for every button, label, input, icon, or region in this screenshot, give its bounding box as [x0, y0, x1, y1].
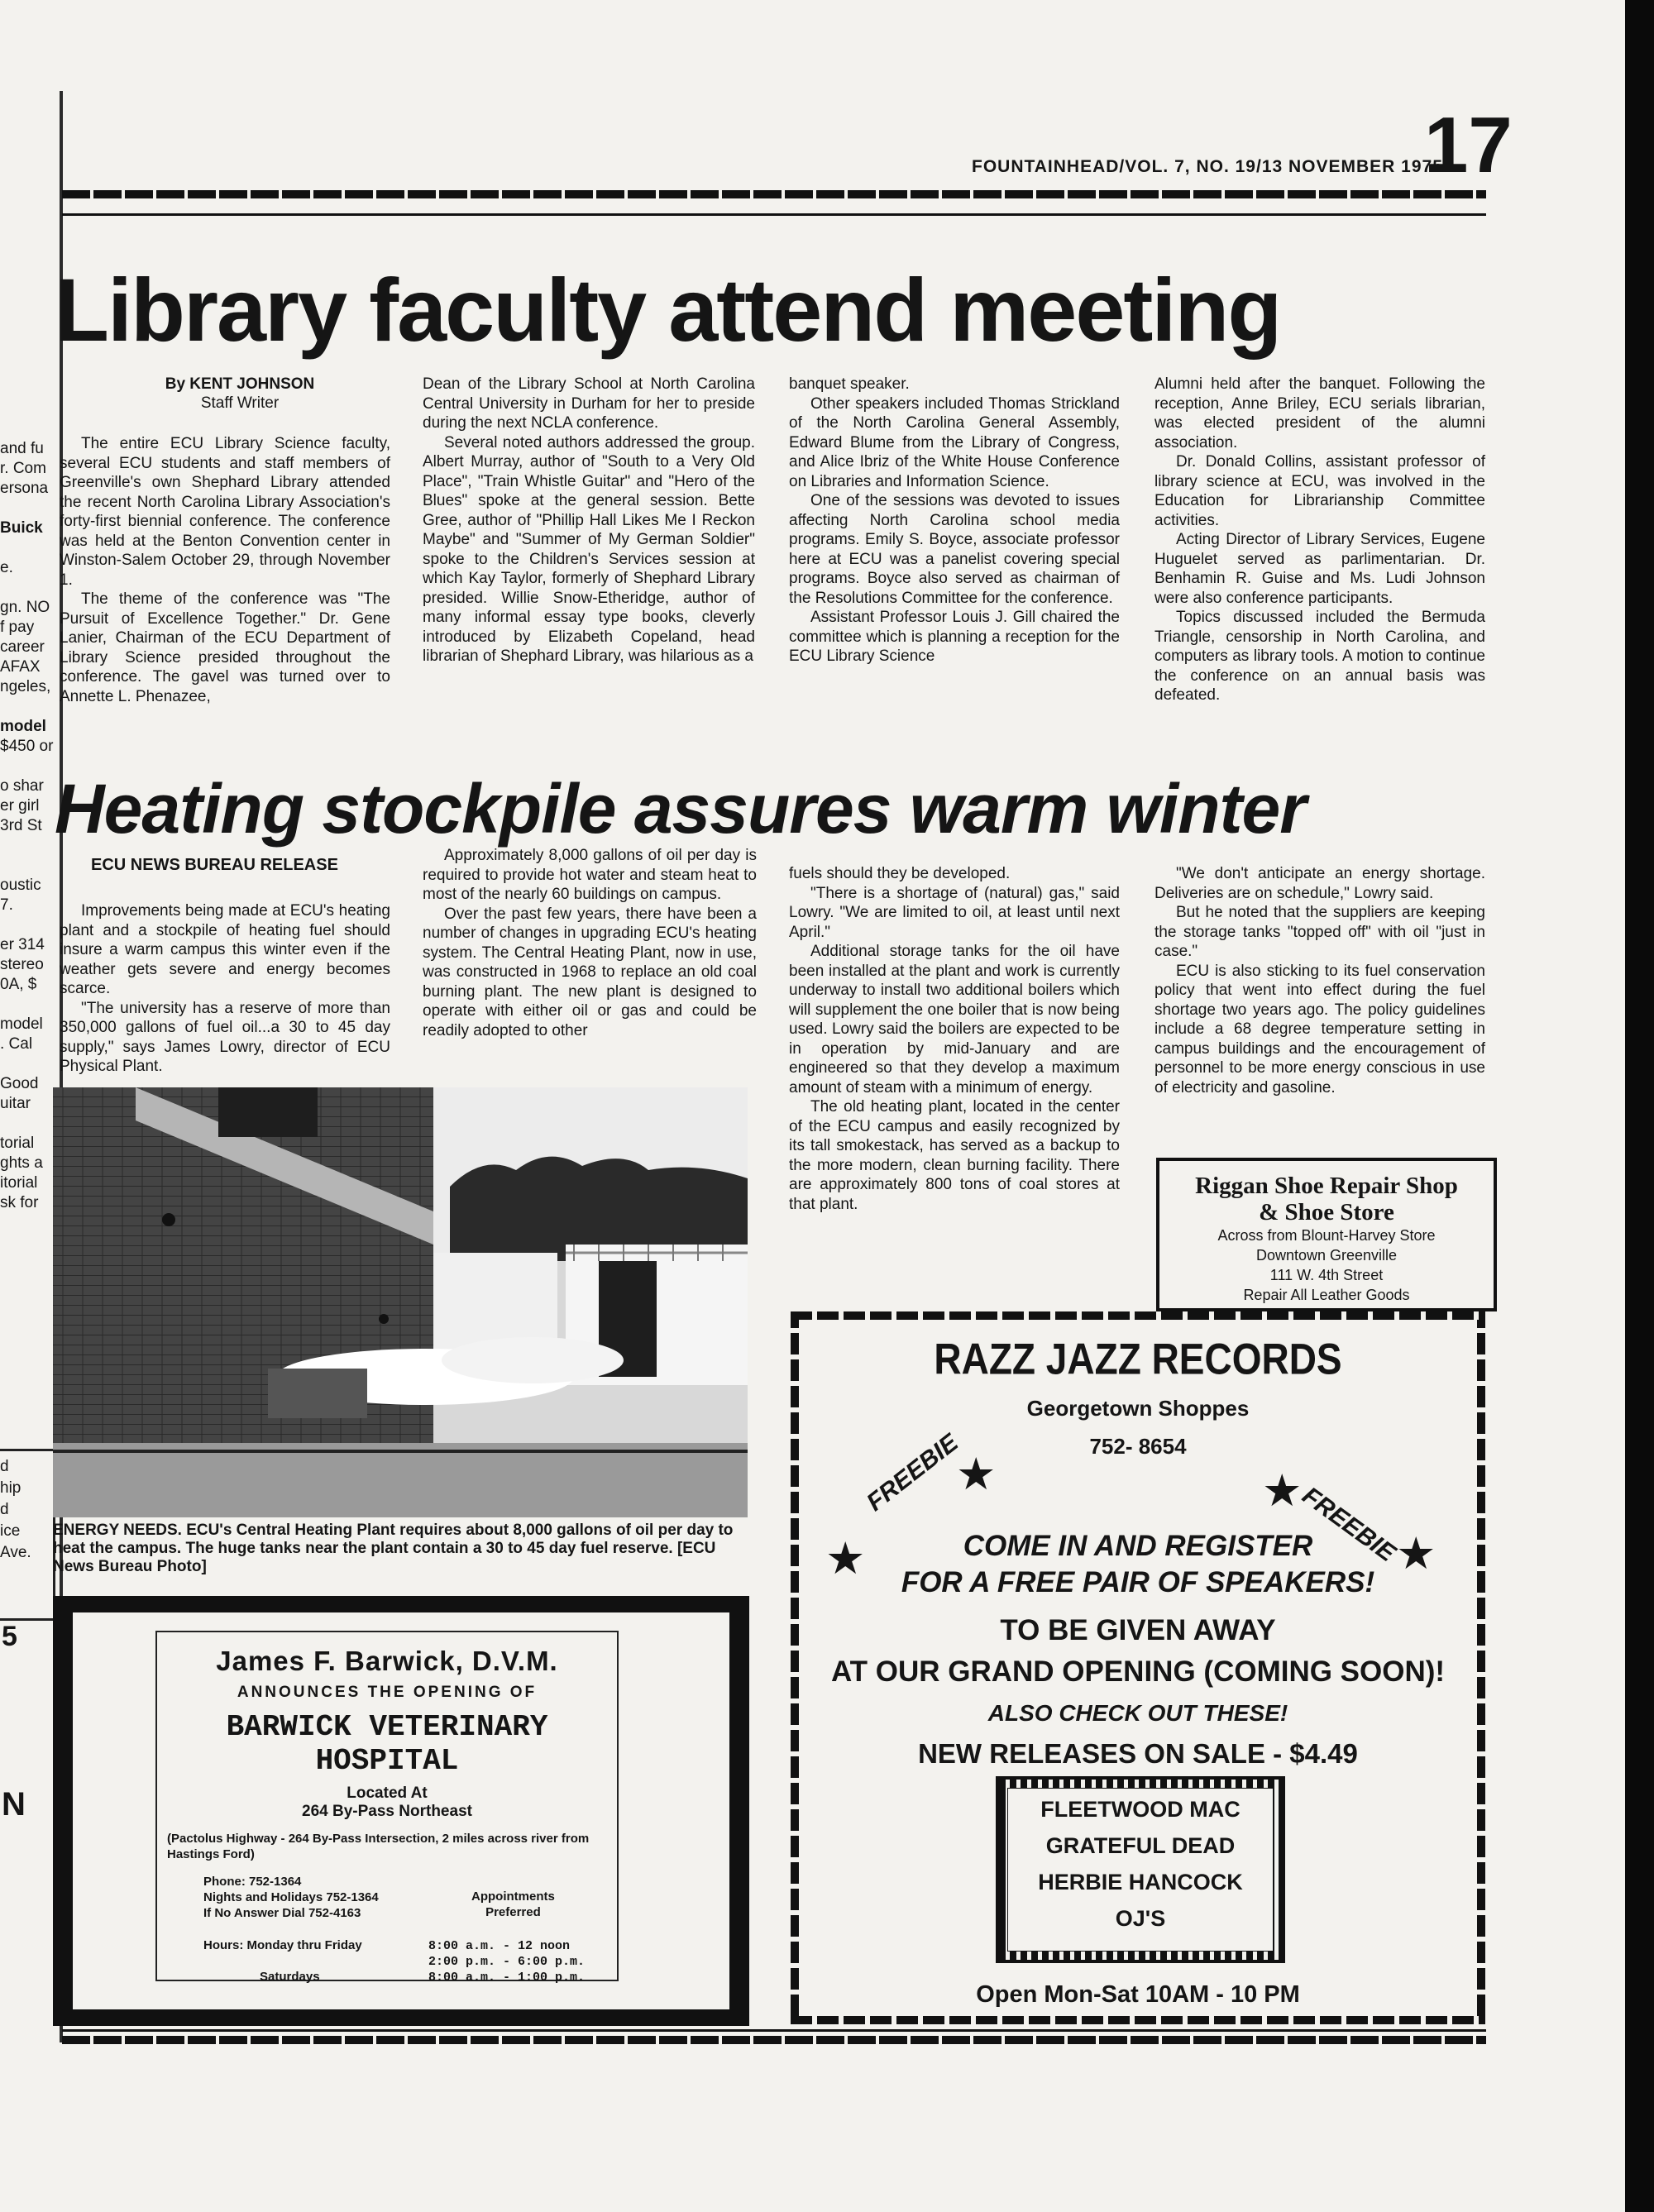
- left-fragment: gn. NO: [0, 599, 50, 616]
- jazz-border-left: [791, 1320, 799, 2016]
- vet-hours-1: 8:00 a.m. - 12 noon: [428, 1939, 571, 1953]
- band-name: HERBIE HANCOCK: [1038, 1870, 1243, 1894]
- paragraph: Other speakers included Thomas Strickland of the North Carolina General Assembly, Edward Blume from the Library of Congress, and Alice Ibriz of the White House Conference on Libraries and Information Science.: [789, 394, 1120, 490]
- paragraph: One of the sessions was devoted to issues affecting North Carolina school media programs. Emily S. Boyce, associate professor here at ECU was a panelist covering special programs. Boyce also served as chairman of the Resolutions Committee for the conference.: [789, 492, 1120, 607]
- article2-column-2: [423, 846, 757, 1086]
- paragraph: The entire ECU Library Science faculty, several ECU students and staff members of Greenville's own Shephard Library attended the recent North Carolina Library Association's forty-first biennial conference. The conference was held at the Benton Convention center in Winston-Salem October 29, through November 1.: [60, 435, 390, 589]
- vet-preferred: Preferred: [485, 1905, 541, 1919]
- star-icon: ★: [956, 1450, 997, 1499]
- paragraph: Acting Director of Library Services, Eugene Huguelet served as parlimentarian. Dr. Benhamin R. Guise and Ms. Ludi Johnson were also conference participants.: [1154, 531, 1485, 607]
- jazz-also: ALSO CHECK OUT THESE!: [987, 1700, 1288, 1726]
- band-name: FLEETWOOD MAC: [1040, 1797, 1240, 1822]
- shoe-title-2: & Shoe Store: [1259, 1199, 1394, 1225]
- star-icon: ★: [1262, 1466, 1303, 1516]
- article2-column-1: [60, 901, 390, 1077]
- star-icon: ★: [825, 1534, 866, 1584]
- vet-phone: Phone: 752-1364: [203, 1875, 302, 1889]
- left-fragment: sk for: [0, 1194, 39, 1211]
- byline-name: By KENT JOHNSON: [165, 375, 315, 393]
- left-cut-column: [0, 438, 58, 1212]
- left-cut-lower: [0, 1621, 53, 2026]
- left-fragment: r. Com: [0, 460, 46, 477]
- vet-address: 264 By-Pass Northeast: [302, 1803, 472, 1820]
- article2-column-4: [1154, 864, 1485, 1097]
- paragraph: ECU is also sticking to its fuel conservation policy that went into effect during the fuel shortage two years ago. The policy guidelines include a 68 degree temperature setting in campus buildings and the encouragement of personnel to be more energy conscious in use of electricity and gasoline.: [1154, 962, 1485, 1096]
- paragraph: fuels should they be developed.: [789, 865, 1011, 882]
- left-fragment: uitar: [0, 1095, 31, 1112]
- jazz-phone: 752- 8654: [1089, 1434, 1187, 1459]
- paragraph: The old heating plant, located in the center of the ECU campus and easily recognized by its tall smokestack, has served as a backup to the more modern, clean burning facility. There are approximately 800 tons of coal stores at that plant.: [789, 1098, 1120, 1213]
- jazz-border-right: [1477, 1320, 1485, 2016]
- shoe-line: Repair All Leather Goods: [1243, 1287, 1410, 1303]
- left-fragment: e.: [0, 559, 13, 576]
- vet-no-answer: If No Answer Dial 752-4163: [203, 1906, 361, 1920]
- left-fragment: [0, 696, 58, 716]
- left-fragment: [0, 994, 58, 1014]
- jazz-promo-1: COME IN AND REGISTER: [963, 1530, 1313, 1562]
- jazz-sale: NEW RELEASES ON SALE - $4.49: [918, 1738, 1358, 1769]
- photo-caption: ENERGY NEEDS. ECU's Central Heating Plant requires about 8,000 gallons of oil per day to heat the campus. The huge tanks near the plant contain a 30 to 45 day fuel reserve. [ECU News Bureau Photo]: [53, 1522, 734, 1575]
- shoe-line: Across from Blount-Harvey Store: [1217, 1227, 1436, 1244]
- paragraph: "We don't anticipate an energy shortage. Deliveries are on schedule," Lowry said.: [1154, 865, 1485, 902]
- left-box-fragment: Ave.: [0, 1544, 31, 1561]
- left-fragment: [0, 1053, 58, 1073]
- paragraph: But he noted that the suppliers are keeping the storage tanks "topped off" with oil "just in case.": [1154, 904, 1485, 960]
- paragraph: Alumni held after the banquet. Following the reception, Anne Briley, ECU serials librarian, was elected president of the alumni association.: [1154, 375, 1485, 451]
- paragraph: Assistant Professor Louis J. Gill chaired the committee which is planning a reception for the ECU Library Science: [789, 609, 1120, 665]
- paragraph: Approximately 8,000 gallons of oil per day is required to provide hot water and steam heat to most of the nearly 60 buildings on campus.: [423, 847, 757, 903]
- vet-announces: ANNOUNCES THE OPENING OF: [237, 1684, 538, 1701]
- jazz-giveaway-2: AT OUR GRAND OPENING (COMING SOON)!: [830, 1655, 1446, 1688]
- jazz-giveaway-1: TO BE GIVEN AWAY: [1000, 1614, 1276, 1646]
- paragraph: Over the past few years, there have been a number of changes in upgrading ECU's heating system. The Central Heating Plant, now in use, was constructed in 1968 to replace an old coal burning plant. The new plant is designed to operate with either oil or gas and could be readily adopted to other: [423, 905, 757, 1039]
- left-fragment: [0, 915, 58, 934]
- band-name: GRATEFUL DEAD: [1045, 1833, 1236, 1858]
- ad-riggan-shoe: [1156, 1158, 1497, 1311]
- heating-plant-photo: [53, 1087, 748, 1517]
- left-fragment: N: [2, 1786, 26, 1823]
- jazz-promo-2: FOR A FREE PAIR OF SPEAKERS!: [901, 1566, 1375, 1598]
- left-fragment: Buick: [0, 519, 43, 537]
- header-rule: [62, 190, 1486, 198]
- vet-ad-inner: [73, 1612, 729, 2009]
- page-number: 17: [1424, 101, 1513, 189]
- left-fragment: er 314: [0, 936, 45, 953]
- left-fragment: ghts a: [0, 1154, 43, 1172]
- freebie-right: FREEBIE: [1297, 1482, 1401, 1568]
- footer-rule: [62, 2036, 1486, 2044]
- left-fragment: and fu: [0, 440, 44, 457]
- left-box-fragment: d: [0, 1458, 9, 1475]
- left-fragment: ersona: [0, 480, 49, 497]
- paragraph: Improvements being made at ECU's heating plant and a stockpile of heating fuel should insure a warm campus this winter even if the weather gets severe and energy becomes scarce.: [60, 902, 390, 997]
- left-fragment: 3rd St: [0, 817, 42, 834]
- shoe-title-1: Riggan Shoe Repair Shop: [1195, 1173, 1458, 1199]
- article1-column-3: [789, 375, 1120, 666]
- article2-column-3: [789, 864, 1120, 1214]
- left-fragment: [0, 855, 58, 875]
- jazz-hours: Open Mon-Sat 10AM - 10 PM: [976, 1981, 1300, 2008]
- left-fragment: f pay: [0, 619, 35, 636]
- left-fragment: [0, 577, 58, 597]
- star-icon: ★: [1396, 1529, 1436, 1579]
- byline-title: Staff Writer: [200, 394, 280, 412]
- article1-column-4: [1154, 375, 1485, 705]
- shoe-line: Downtown Greenville: [1255, 1247, 1398, 1264]
- heating-plant-illustration: [53, 1087, 748, 1517]
- vet-nights: Nights and Holidays 752-1364: [203, 1890, 379, 1904]
- paragraph: Topics discussed included the Bermuda Triangle, censorship in North Carolina, and computers as library tools. A motion to continue the conference on an annual basis was defeated.: [1154, 609, 1485, 704]
- band-name: OJ'S: [1115, 1906, 1166, 1931]
- vet-appointments: [471, 1889, 555, 1920]
- byline: [83, 375, 397, 413]
- paragraph: Dean of the Library School at North Carolina Central University in Durham for her to preside during the next NCLA conference.: [423, 375, 755, 432]
- paragraph: "There is a shortage of (natural) gas," said Lowry. "We are limited to oil, at least until next April.": [789, 884, 1120, 941]
- folio-line: FOUNTAINHEAD/VOL. 7, NO. 19/13 NOVEMBER 1975: [972, 157, 1443, 176]
- left-fragment: [0, 498, 58, 518]
- vet-hospital: BARWICK VETERINARY HOSPITAL: [226, 1710, 548, 1778]
- paragraph: Several noted authors addressed the group. Albert Murray, author of "South to a Very Old Place", "Train Whistle Guitar" and "Hero of the Blues" spoke at the general session. Bette Gree, author of "Phillip Hall Likes Me I Reckon Maybe" and "Summer of My German Soldier" spoke to the Children's Services session at which Kay Taylor, formerly of Shephard Library presided. Willie Snow-Etheridge, author of many informal essay type books, cleverly introduced by Elizabeth Copeland, head librarian of Shephard Library, was hilarious as a: [423, 433, 755, 665]
- left-fragment: itorial: [0, 1174, 38, 1192]
- vet-directions: (Pactolus Highway - 264 By-Pass Intersection, 2 miles across river from Hastings Ford): [167, 1832, 590, 1861]
- headline-library: Library faculty attend meeting: [55, 260, 1281, 360]
- left-cut-box: [0, 1449, 55, 1621]
- left-fragment: . Cal: [0, 1035, 33, 1053]
- left-fragment: oustic: [0, 877, 41, 894]
- left-fragment: Good: [0, 1075, 39, 1092]
- shoe-line: 111 W. 4th Street: [1269, 1267, 1384, 1283]
- vet-located: Located At: [347, 1784, 428, 1802]
- vet-saturdays: Saturdays: [260, 1970, 320, 1984]
- vet-appointments-label: Appointments: [471, 1890, 555, 1904]
- left-fragment: [0, 537, 58, 557]
- source-line: ECU NEWS BUREAU RELEASE: [91, 856, 338, 874]
- left-fragment: AFAX: [0, 658, 41, 676]
- left-fragment: ngeles,: [0, 678, 51, 695]
- article1-column-1: [60, 434, 390, 706]
- left-fragment: $450 or: [0, 738, 54, 755]
- left-fragment: 7.: [0, 896, 13, 914]
- vet-name: James F. Barwick, D.V.M.: [216, 1646, 558, 1676]
- paragraph: "The university has a reserve of more than 350,000 gallons of fuel oil...a 30 to 45 day supply," says James Lowry, director of ECU Physical Plant.: [60, 999, 390, 1075]
- article1-column-2: [423, 375, 755, 666]
- left-box-fragment: ice: [0, 1522, 21, 1540]
- left-fragment: stereo: [0, 956, 44, 973]
- jazz-bands-box: [996, 1776, 1285, 1963]
- freebie-left: FREEBIE: [862, 1428, 963, 1517]
- ad-barwick-vet: [53, 1596, 749, 2026]
- jazz-location: Georgetown Shoppes: [1026, 1396, 1250, 1421]
- paragraph: Additional storage tanks for the oil have been installed at the plant and work is currently underway to install two additional boilers which will supplement the one boiler that is now being used. Lowry said the boilers are expected to be in operation by mid-January and are engineered so that they develop a maximum amount of steam with a minimum of energy.: [789, 943, 1120, 1096]
- jazz-bands-inner: [1007, 1788, 1274, 1952]
- paragraph: Dr. Donald Collins, assistant professor of library science at ECU, was involved in the Education for Librarianship Committee activities.: [1154, 453, 1485, 529]
- vet-hours: [428, 1938, 585, 1985]
- left-fragment: 0A, $: [0, 976, 37, 993]
- header-rule-thin: [62, 213, 1486, 216]
- jazz-store: RAZZ JAZZ RECORDS: [934, 1334, 1342, 1383]
- left-box-fragment: hip: [0, 1479, 22, 1497]
- vet-phones: [203, 1874, 379, 1921]
- left-fragment: [0, 1113, 58, 1133]
- left-fragment: 5: [2, 1621, 17, 1652]
- headline-heating: Heating stockpile assures warm winter: [55, 770, 1306, 848]
- left-fragment: model: [0, 1015, 43, 1033]
- left-fragment: [0, 835, 58, 855]
- left-fragment: torial: [0, 1135, 35, 1152]
- left-fragment: model: [0, 718, 46, 735]
- left-fragment: o shar: [0, 777, 44, 795]
- vet-hours-label: Hours: Monday thru Friday: [203, 1938, 362, 1952]
- paragraph: The theme of the conference was "The Pursuit of Excellence Together." Dr. Gene Lanier, Chairman of the ECU Department of Library Science presided throughout the conference. The gavel was turned over to Annette L. Phenazee,: [60, 590, 390, 705]
- left-fragment: career: [0, 638, 45, 656]
- vet-hours-3: 8:00 a.m. - 1:00 p.m.: [428, 1971, 586, 1985]
- left-fragment: [0, 756, 58, 776]
- vet-hours-2: 2:00 p.m. - 6:00 p.m.: [428, 1955, 586, 1969]
- footer-rule-thin: [62, 2029, 1486, 2032]
- paragraph: banquet speaker.: [789, 375, 910, 393]
- vet-ad-frame: [155, 1631, 619, 1985]
- left-fragment: er girl: [0, 797, 40, 815]
- left-box-fragment: d: [0, 1501, 9, 1518]
